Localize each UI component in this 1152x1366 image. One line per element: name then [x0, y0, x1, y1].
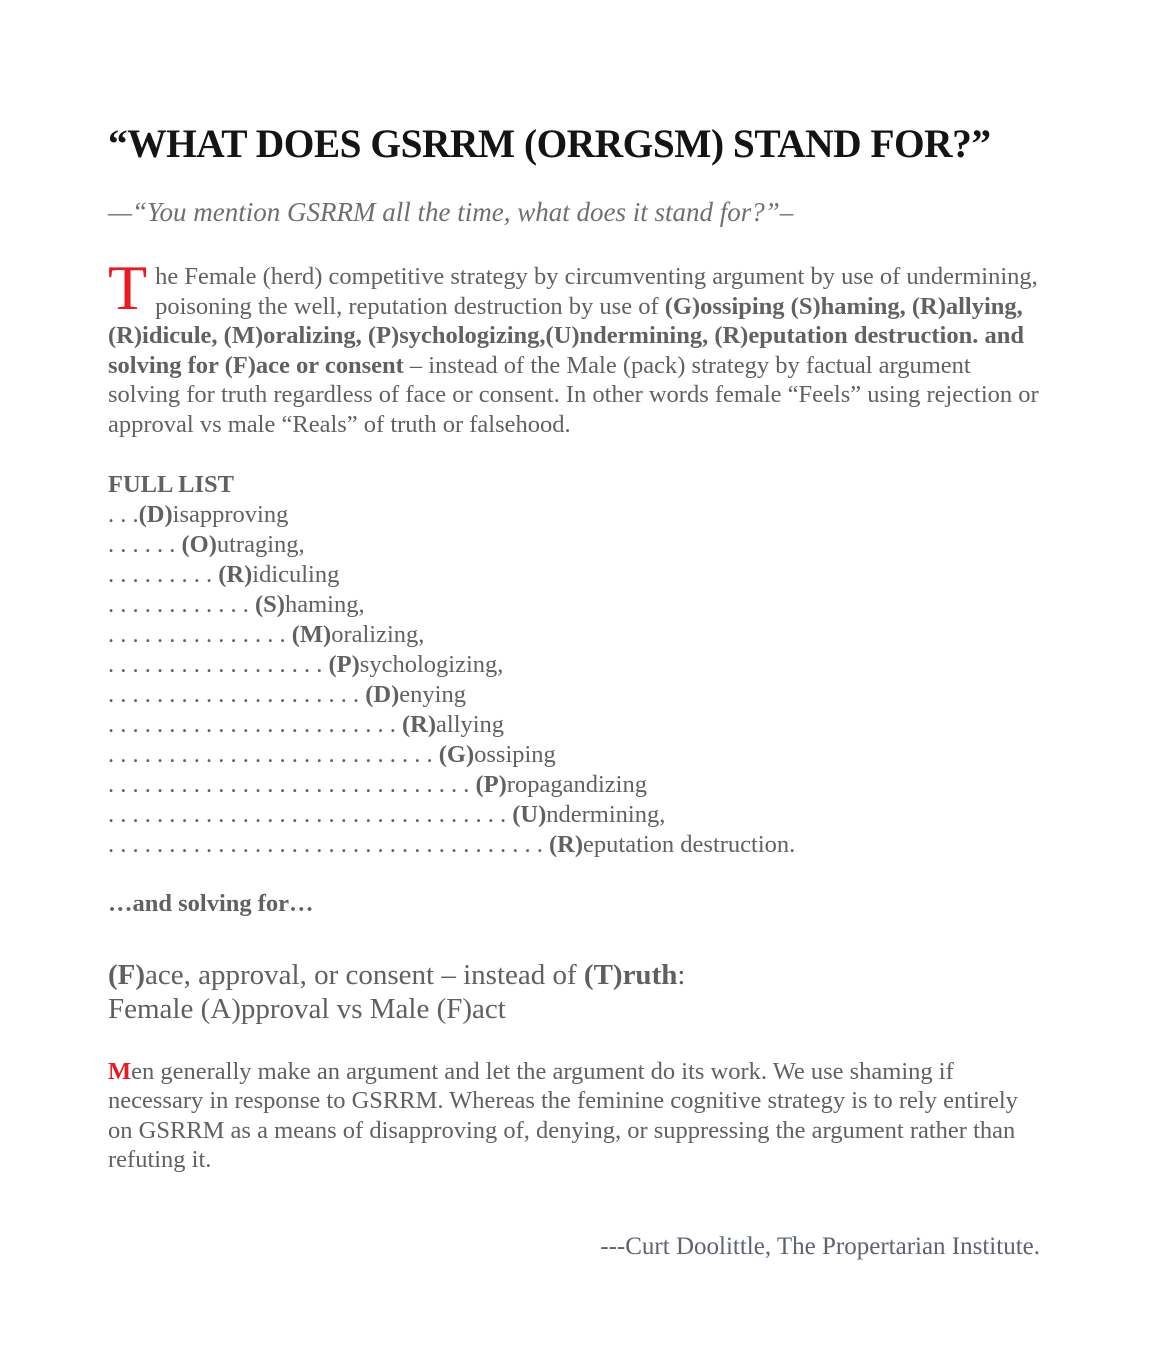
- list-item: [108, 740, 1040, 770]
- list-item-initial: (R): [218, 560, 253, 588]
- list-item-initial: (O): [181, 530, 217, 558]
- list-dots: . . . . . . . . . . . .: [108, 590, 255, 618]
- list-item-initial: (R): [549, 830, 584, 858]
- list-dots: . . . . . . . . . . . . . . . . . . . . . . . . . . .: [108, 740, 439, 768]
- list-item-text: haming,: [284, 590, 365, 618]
- face-bold-f: (F): [108, 958, 146, 991]
- full-list-header: FULL LIST: [108, 470, 234, 498]
- list-item: [108, 620, 1040, 650]
- list-item-text: allying: [436, 710, 505, 738]
- intro-tail-text: – instead of the Male (pack) strategy by factual argument solving for truth regardless of face or consent. In other words female “Feels” using rejection or approval vs male “Reals” of truth or falsehood.: [108, 351, 1039, 438]
- closing-text: en generally make an argument and let the argument do its work. We use shaming if necessary in response to GSRRM. Whereas the feminine cognitive strategy is to rely entirely on GSRRM as a means of disapproving of, denying, or suppressing the argument rather than refuting it.: [108, 1057, 1018, 1174]
- list-item-initial: (M): [291, 620, 332, 648]
- list-dots: . . . . . . . . . . . . . . .: [108, 620, 292, 648]
- list-dots: . . . . . .: [108, 530, 182, 558]
- list-item-text: utraging,: [216, 530, 305, 558]
- face-block: [108, 958, 1040, 1027]
- list-item-initial: (D): [138, 500, 173, 528]
- list-item: [108, 830, 1040, 860]
- list-item: [108, 710, 1040, 740]
- list-item-text: ossiping: [474, 740, 556, 768]
- list-dots: . . . . . . . . . . . . . . . . . . . . .: [108, 680, 366, 708]
- list-item-text: isapproving: [172, 500, 289, 528]
- intro-bold-text: (G)ossiping (S)haming, (R)allying, (R)idicule, (M)oralizing, (P)sychologizing,(U)ndermining, (R)eputation destruction. and solving for (F)ace or consent: [108, 292, 1024, 379]
- list-dots: . . . . . . . . . . . . . . . . . . . . . . . . . . . . . . . . . . . .: [108, 830, 549, 858]
- list-item: [108, 500, 1040, 530]
- intro-lead-text: he Female (herd) competitive strategy by circumventing argument by use of undermining, poisoning the well, reputation destruction by use of: [155, 263, 1038, 320]
- list-dots: . . . . . . . . .: [108, 560, 219, 588]
- list-dots: . . .: [108, 500, 139, 528]
- list-item-text: ropagandizing: [506, 770, 647, 798]
- list-item: [108, 530, 1040, 560]
- intro-paragraph: [108, 252, 1040, 440]
- list-item-initial: (S): [255, 590, 285, 618]
- face-text-1: ace, approval, or consent – instead of: [145, 958, 584, 991]
- list-dots: . . . . . . . . . . . . . . . . . . . . . . . .: [108, 710, 402, 738]
- dropcap-t: T: [108, 252, 148, 323]
- list-item-text: oralizing,: [331, 620, 425, 648]
- subtitle-quote: —“You mention GSRRM all the time, what does it stand for?”–: [108, 197, 794, 227]
- list-item-text: enying: [399, 680, 466, 708]
- list-item-text: sychologizing,: [359, 650, 504, 678]
- list-dots: . . . . . . . . . . . . . . . . . . . . . . . . . . . . . . . . .: [108, 800, 513, 828]
- list-item-initial: (D): [365, 680, 400, 708]
- list-item-text: idiculing: [252, 560, 340, 588]
- list-dots: . . . . . . . . . . . . . . . . . .: [108, 650, 329, 678]
- solving-for-header: …and solving for…: [108, 889, 314, 917]
- full-list: [108, 470, 1040, 860]
- list-item-initial: (P): [475, 770, 507, 798]
- list-item: [108, 590, 1040, 620]
- list-item: [108, 770, 1040, 800]
- face-bold-truth: (T)ruth: [583, 958, 678, 991]
- list-item: [108, 560, 1040, 590]
- list-item: [108, 800, 1040, 830]
- list-item-initial: (P): [328, 650, 360, 678]
- list-item-text: ndermining,: [546, 800, 666, 828]
- list-item: [108, 650, 1040, 680]
- list-item: [108, 680, 1040, 710]
- face-line-2: Female (A)pproval vs Male (F)act: [108, 993, 506, 1026]
- page-title: “WHAT DOES GSRRM (ORRGSM) STAND FOR?”: [108, 121, 991, 166]
- list-item-initial: (G): [438, 740, 475, 768]
- list-dots: . . . . . . . . . . . . . . . . . . . . . . . . . . . . . .: [108, 770, 476, 798]
- dropcap-m: M: [108, 1057, 132, 1085]
- list-item-initial: (R): [402, 710, 437, 738]
- attribution-line: ---Curt Doolittle, The Propertarian Institute.: [600, 1232, 1040, 1260]
- list-item-initial: (U): [512, 800, 547, 828]
- list-item-text: eputation destruction.: [583, 830, 796, 858]
- face-text-2: :: [677, 958, 686, 991]
- closing-paragraph: [108, 1057, 1040, 1175]
- face-line-1: [108, 958, 1040, 993]
